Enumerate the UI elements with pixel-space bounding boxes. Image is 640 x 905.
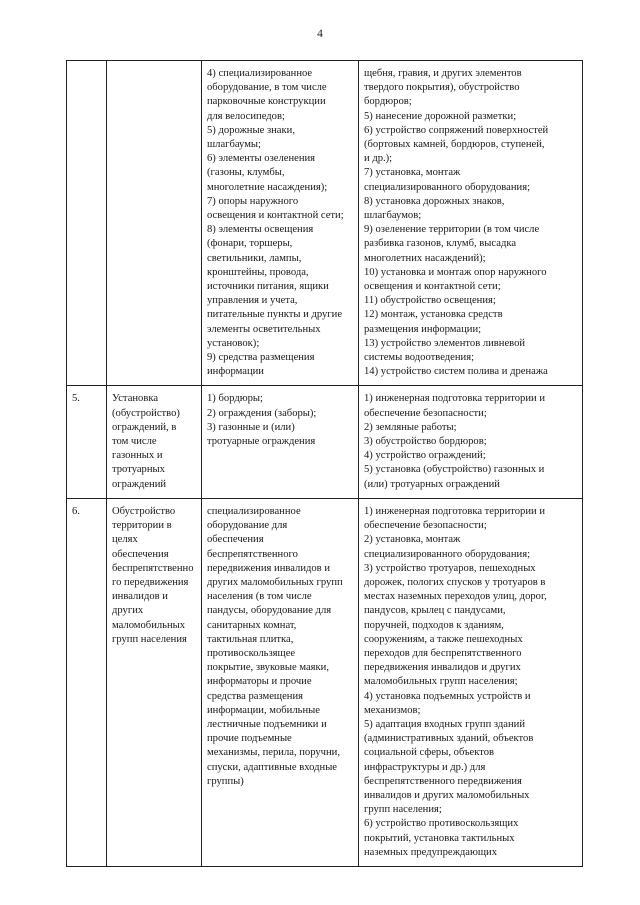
cell-text-line: 7) установка, монтаж [364, 167, 461, 179]
cell-text-line: беспрепятственно [112, 562, 194, 574]
cell-text-line: передвижения инвалидов и других [364, 662, 521, 674]
cell-text-line: 6) устройство сопряжений поверхностей [364, 124, 549, 136]
cell-text-line: щебня, гравия, и других элементов [364, 68, 522, 79]
row-number: 5. [72, 393, 80, 405]
cell-text-line: тротуарные ограждения [207, 436, 316, 448]
cell-text-line: (обустройство) [112, 407, 180, 419]
cell-text-line: питательные пункты и другие [207, 309, 343, 321]
cell-text-line: населения (в том числе [207, 591, 312, 603]
cell-text-line: пандусы, оборудование для [207, 605, 332, 617]
cell-text-line: средства размещения [207, 690, 304, 702]
row-number-cell [67, 498, 107, 866]
cell-text-line: источники питания, ящики [207, 281, 329, 293]
cell-text-line: тротуарных [112, 464, 165, 476]
table-row [67, 386, 583, 498]
cell-text-line: 1) инженерная подготовка территории и [364, 393, 546, 405]
cell-text-line: светильники, лампы, [207, 252, 302, 264]
cell-text-line: (или) тротуарных ограждений [364, 478, 500, 490]
cell-text-line: 3) устройство тротуаров, пешеходных [364, 562, 536, 574]
cell-text-line: сооружениям, а также пешеходных [364, 633, 523, 645]
cell-text-line: освещения и контактной сети; [207, 210, 344, 222]
works-cell [359, 386, 583, 498]
cell-text-line: системы водоотведения; [364, 352, 475, 364]
cell-text-line: противоскользящее [207, 647, 296, 659]
cell-text-line: газонных и [112, 450, 163, 462]
cell-text-line: 4) установка подъемных устройств и [364, 690, 531, 702]
cell-text-line: 9) средства размещения [207, 352, 315, 364]
cell-text-line: элементы осветительных [207, 323, 321, 335]
cell-text-line: других [112, 605, 144, 617]
cell-text-line: информаторы и прочие [207, 676, 312, 688]
page-number: 4 [317, 28, 323, 40]
cell-text-line: том числе [112, 436, 157, 448]
cell-text-line: Установка [112, 393, 159, 405]
cell-text-line: информации, мобильные [207, 704, 320, 716]
cell-text-line: 4) устройство ограждений; [364, 450, 486, 462]
cell-text-line: размещения информации; [364, 323, 482, 335]
cell-text-line: санитарных комнат, [207, 619, 297, 631]
cell-text-line: разбивка газонов, клумб, высадка [364, 238, 517, 250]
cell-text-line: маломобильных [112, 619, 186, 631]
cell-text-line: кронштейны, провода, [207, 266, 309, 278]
cell-text-line: инвалидов и других маломобильных [364, 789, 530, 801]
cell-text-line: 3) газонные и (или) [207, 421, 295, 433]
cell-text-line: специализированного оборудования; [364, 181, 531, 193]
cell-text-line: механизмов; [364, 704, 421, 716]
cell-text-line: оборудование, в том числе [207, 82, 327, 94]
cell-text-line: наземных предупреждающих [364, 846, 498, 858]
table-body [67, 61, 583, 867]
cell-text-line: местах наземных переходов улиц, дорог, [364, 591, 547, 603]
cell-text-line: других маломобильных групп [207, 576, 343, 588]
works-cell [359, 498, 583, 866]
cell-text-line: переходов для беспрепятственного [364, 647, 522, 659]
cell-text-line: передвижения инвалидов и [207, 562, 330, 574]
cell-text-line: 9) озеленение территории (в том числе [364, 224, 540, 236]
cell-text-line: покрытий, установка тактильных [364, 832, 515, 844]
cell-text-line: пандусов, крылец с пандусами, [364, 605, 506, 617]
cell-text-line: социальной сферы, объектов [364, 747, 495, 759]
cell-text-line: для велосипедов; [207, 110, 285, 122]
element-name-cell [107, 61, 202, 386]
cell-text-line: 6) устройство противоскользящих [364, 818, 519, 830]
cell-text-line: беспрепятственного передвижения [364, 775, 522, 787]
cell-text-line: ограждений [112, 478, 167, 490]
cell-text-line: дорожек, пологих спусков у тротуаров в [364, 576, 546, 588]
cell-text-line: беспрепятственного [207, 548, 298, 560]
cell-text-line: тактильная плитка, [207, 633, 294, 645]
improvement-elements-table [66, 60, 583, 867]
cell-text-line: го передвижения [112, 576, 189, 588]
cell-text-line: ограждений, в [112, 421, 177, 433]
components-cell [202, 386, 359, 498]
cell-text-line: 5) нанесение дорожной разметки; [364, 110, 517, 122]
cell-text-line: (фонари, торшеры, [207, 238, 293, 250]
cell-text-line: установок); [207, 337, 260, 349]
cell-text-line: лестничные подъемники и [207, 718, 327, 730]
cell-text-line: (административных зданий, объектов [364, 733, 534, 745]
cell-text-line: 11) обустройство освещения; [364, 295, 496, 307]
cell-text-line: обеспечения [112, 548, 169, 560]
components-cell [202, 61, 359, 386]
cell-text-line: 10) установка и монтаж опор наружного [364, 266, 547, 278]
cell-text-line: и др.); [364, 153, 393, 165]
cell-text-line: оборудование для [207, 520, 288, 532]
cell-text-line: маломобильных групп населения; [364, 676, 518, 688]
element-name-cell [107, 498, 202, 866]
cell-text-line: 3) обустройство бордюров; [364, 436, 487, 448]
cell-text-line: многолетние насаждения); [207, 181, 328, 193]
cell-text-line: обеспечения [207, 534, 264, 546]
cell-text-line: инфраструктуры и др.) для [364, 761, 486, 773]
row-number-cell [67, 386, 107, 498]
cell-text-line: целях [112, 534, 138, 546]
element-name-cell [107, 386, 202, 498]
cell-text-line: обеспечение безопасности; [364, 520, 487, 532]
cell-text-line: управления и учета, [207, 295, 298, 307]
table-row [67, 498, 583, 866]
cell-text-line: освещения и контактной сети; [364, 281, 501, 293]
cell-text-line: обеспечение безопасности; [364, 407, 487, 419]
cell-text-line: Обустройство [112, 505, 176, 517]
cell-text-line: 6) элементы озеленения [207, 153, 316, 165]
cell-text-line: 5) дорожные знаки, [207, 124, 295, 136]
cell-text-line: 2) ограждения (заборы); [207, 407, 317, 419]
cell-text-line: механизмы, перила, поручни, [207, 747, 340, 759]
cell-text-line: 7) опоры наружного [207, 195, 299, 207]
row-number-cell [67, 61, 107, 386]
cell-text-line: групп населения; [364, 804, 442, 816]
cell-text-line: специализированного оборудования; [364, 548, 531, 560]
cell-text-line: 4) специализированное [207, 68, 313, 79]
cell-text-line: информации [207, 366, 264, 378]
cell-text-line: 2) земляные работы; [364, 421, 457, 433]
table-row [67, 61, 583, 386]
cell-text-line: группы) [207, 775, 244, 787]
cell-text-line: 14) устройство систем полива и дренажа [364, 366, 548, 378]
cell-text-line: 5) установка (обустройство) газонных и [364, 464, 545, 476]
cell-text-line: специализированное [207, 505, 301, 517]
cell-text-line: 13) устройство элементов ливневой [364, 337, 526, 349]
row-number: 6. [72, 505, 80, 517]
cell-text-line: поручней, подходов к зданиям, [364, 619, 504, 631]
cell-text-line: 1) инженерная подготовка территории и [364, 505, 546, 517]
cell-text-line: территории в [112, 520, 172, 532]
cell-text-line: бордюров; [364, 96, 412, 108]
cell-text-line: 8) установка дорожных знаков, [364, 195, 505, 207]
cell-text-line: 12) монтаж, установка средств [364, 309, 503, 321]
cell-text-line: 2) установка, монтаж [364, 534, 461, 546]
cell-text-line: шлагбаумов; [364, 210, 422, 222]
cell-text-line: (газоны, клумбы, [207, 167, 285, 179]
cell-text-line: многолетних насаждений); [364, 252, 486, 264]
cell-text-line: (бортовых камней, бордюров, ступеней, [364, 139, 545, 151]
works-cell [359, 61, 583, 386]
cell-text-line: прочие подъемные [207, 733, 292, 745]
cell-text-line: шлагбаумы; [207, 139, 261, 151]
cell-text-line: инвалидов и [112, 591, 168, 603]
components-cell [202, 498, 359, 866]
cell-text-line: покрытие, звуковые маяки, [207, 662, 329, 674]
cell-text-line: парковочные конструкции [207, 96, 326, 108]
cell-text-line: 8) элементы освещения [207, 224, 314, 236]
cell-text-line: 5) адаптация входных групп зданий [364, 718, 526, 730]
cell-text-line: 1) бордюры; [207, 393, 263, 405]
cell-text-line: спуски, адаптивные входные [207, 761, 338, 773]
cell-text-line: групп населения [112, 633, 187, 645]
cell-text-line: твердого покрытия), обустройство [364, 82, 520, 94]
